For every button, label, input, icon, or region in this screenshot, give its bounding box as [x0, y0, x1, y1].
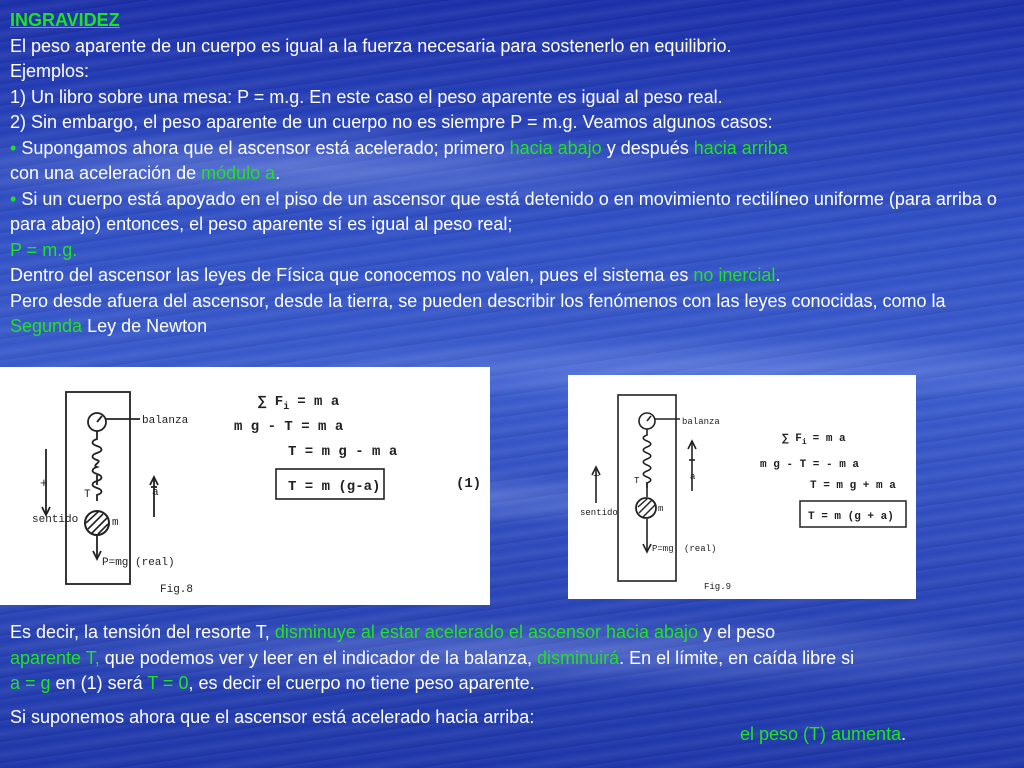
bullet-2: • Si un cuerpo está apoyado en el piso de un ascensor que está detenido o en movimiento rectilíneo uniforme (para arriba o para abajo) entonces, el peso aparente sí es igual al peso real; P = m.g.	[10, 188, 997, 260]
equation-result: T = m (g + a)	[808, 511, 894, 523]
label-a: a	[152, 487, 159, 499]
spring	[643, 429, 651, 488]
figure-8-diagram	[0, 367, 490, 605]
intro-text	[10, 8, 1018, 340]
conclusion-text	[10, 620, 1015, 730]
label-plus: +	[593, 471, 600, 483]
equation-1: ∑ $F_i = m$ a	[258, 394, 340, 413]
highlight-disminuira: disminuirá	[537, 647, 620, 668]
highlight-t-cero: T = 0	[147, 673, 189, 693]
caption-fig9: Fig.9	[704, 582, 732, 592]
label-a: a	[690, 472, 696, 482]
bullet-1: • Supongamos ahora que el ascensor está acelerado; primero hacia abajo y después hacia arriba con una aceleración de módulo a.	[10, 137, 788, 183]
label-m: m	[658, 504, 664, 514]
highlight-disminuye: disminuye al estar acelerado el ascensor hacia abajo	[274, 622, 699, 642]
line-definition: El peso aparente de un cuerpo es igual a la fuerza necesaria para sostenerlo en equilibrio.	[10, 35, 732, 56]
line-example-2: 2) Sin embargo, el peso aparente de un cuerpo no es siempre P = m.g. Veamos algunos casos:	[10, 112, 773, 132]
label-balanza: balanza	[142, 415, 189, 427]
highlight-no-inercial: no inercial	[693, 265, 776, 285]
label-plus: +	[40, 476, 48, 491]
label-T: T	[634, 476, 640, 486]
bullet-marker: •	[10, 137, 17, 158]
highlight-pmg: P = m.g.	[10, 239, 78, 260]
line-examples: Ejemplos:	[10, 61, 90, 81]
equation-2: m g - T = - m a	[760, 459, 860, 471]
equation-3: T = m g - m a	[288, 444, 398, 460]
highlight-aparente-t: aparente T,	[10, 647, 100, 668]
label-T: T	[84, 489, 91, 501]
title-text: INGRAVIDEZ	[10, 10, 120, 30]
bullet-marker: •	[10, 188, 17, 209]
upward-paragraph: Si suponemos ahora que el ascensor está acelerado hacia arriba:	[10, 706, 535, 727]
equation-number: (1)	[456, 476, 482, 492]
line-example-1: 1) Un libro sobre una mesa: P = m.g. En este caso el peso aparente es igual al peso real.	[10, 86, 723, 107]
highlight-aumenta: el peso (T) aumenta	[740, 724, 902, 744]
equation-2: m g - T = m a	[234, 419, 344, 435]
highlight-hacia-abajo: hacia abajo	[509, 137, 602, 158]
figure-9-diagram	[568, 375, 916, 599]
mass	[636, 498, 656, 518]
paragraph-no-inercial: Dentro del ascensor las leyes de Física que conocemos no valen, pues el sistema es no inercial.	[10, 265, 781, 285]
label-p: P=mg	[652, 544, 674, 554]
figure-8	[0, 367, 490, 605]
equation-result: T = m (g-a)	[288, 479, 381, 495]
title	[10, 8, 1018, 34]
spring	[93, 431, 102, 501]
label-balanza: balanza	[682, 417, 720, 427]
tail-note: el peso (T) aumenta.	[740, 724, 907, 744]
conclusion-paragraph: Es decir, la tensión del resorte T, disminuye al estar acelerado el ascensor hacia abajo y el peso aparente T, que podemos ver y leer en el indicador de la balanza, disminuirá. En el límite, en caída libre si a = g en (1) será T = 0, es decir el cuerpo no tiene peso aparente.	[10, 622, 855, 693]
figure-9	[568, 375, 916, 599]
highlight-segunda: Segunda	[10, 316, 83, 336]
label-real: (real)	[684, 544, 717, 554]
label-sentido: sentido	[580, 508, 618, 518]
equation-1: ∑ $F_i = m$ a	[782, 433, 846, 447]
label-m: m	[112, 517, 119, 529]
mass	[85, 511, 109, 535]
label-p: P=mg (real)	[102, 557, 175, 569]
caption-fig8: Fig.8	[160, 584, 194, 596]
paragraph-newton: Pero desde afuera del ascensor, desde la tierra, se pueden describir los fenómenos con las leyes conocidas, como la Segunda Ley de Newton	[10, 290, 946, 336]
label-sentido: sentido	[32, 514, 79, 526]
highlight-hacia-arriba: hacia arriba	[693, 137, 788, 158]
equation-3: T = m g + m a	[810, 480, 896, 492]
highlight-modulo-a: módulo a	[201, 163, 276, 183]
highlight-a-igual-g: a = g	[10, 673, 51, 693]
